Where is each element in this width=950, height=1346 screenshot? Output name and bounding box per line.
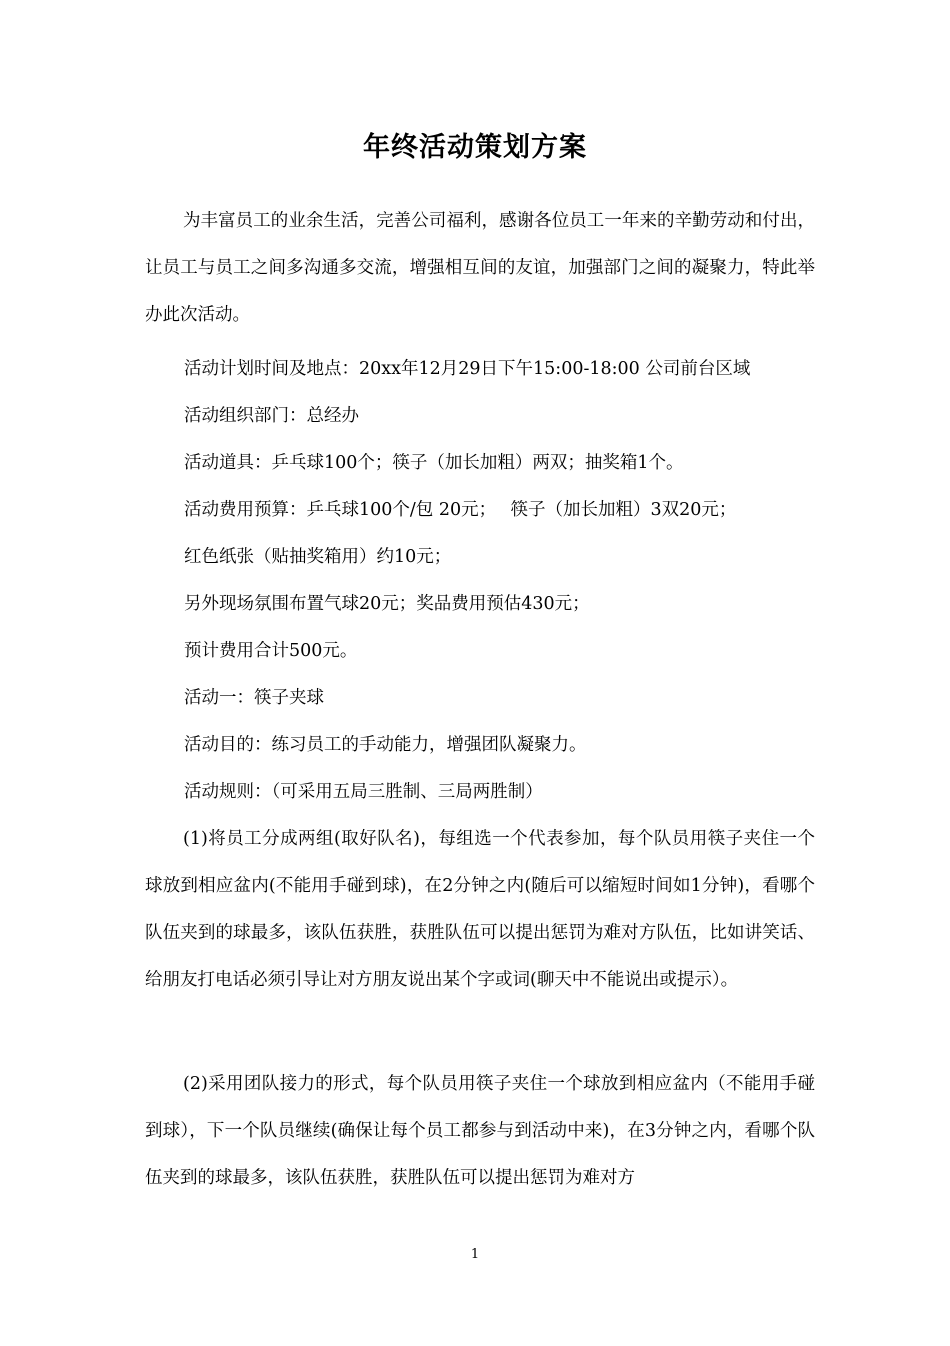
- budget-line-3: 另外现场氛围布置气球20元；奖品费用预估430元；: [184, 594, 590, 614]
- budget-total: 预计费用合计500元。: [184, 641, 358, 661]
- page-number: 1: [470, 1247, 480, 1262]
- activity-one-heading: 活动一：筷子夹球: [184, 688, 324, 708]
- activity-rules-heading: 活动规则：（可采用五局三胜制、三局两胜制）: [184, 782, 543, 802]
- activity-props: 活动道具：乒乓球100个；筷子（加长加粗）两双；抽奖箱1个。: [184, 453, 684, 473]
- activity-time-place: 活动计划时间及地点：20xx年12月29日下午15:00-18:00 公司前台区域: [184, 359, 751, 379]
- rule-two-paragraph: (2)采用团队接力的形式，每个队员用筷子夹住一个球放到相应盆内（不能用手碰到球），下一个队员继续(确保让每个员工都参与到活动中来)，在3分钟之内，看哪个队伍夹到的球最多，该队伍获胜，获胜队伍可以提出惩罚为难对方: [145, 1074, 815, 1188]
- rule-one-paragraph: (1)将员工分成两组(取好队名)，每组选一个代表参加，每个队员用筷子夹住一个球放到相应盆内(不能用手碰到球)，在2分钟之内(随后可以缩短时间如1分钟)，看哪个队伍夹到的球最多，该队伍获胜，获胜队伍可以提出惩罚为难对方队伍，比如讲笑话、给朋友打电话必须引导让对方朋友说出某个字或词(聊天中不能说出或提示）。: [145, 829, 815, 990]
- organizing-department: 活动组织部门：总经办: [184, 406, 359, 426]
- document-title: 年终活动策划方案: [363, 132, 587, 163]
- budget-line-1: 活动费用预算：乒乓球100个/包 20元； 筷子（加长加粗）3双20元；: [184, 500, 737, 520]
- activity-purpose: 活动目的：练习员工的手动能力，增强团队凝聚力。: [184, 735, 587, 755]
- budget-line-2: 红色纸张（贴抽奖箱用）约10元；: [184, 547, 452, 567]
- intro-paragraph: 为丰富员工的业余生活，完善公司福利，感谢各位员工一年来的辛勤劳动和付出，让员工与员工之间多沟通多交流，增强相互间的友谊，加强部门之间的凝聚力，特此举办此次活动。: [145, 211, 815, 325]
